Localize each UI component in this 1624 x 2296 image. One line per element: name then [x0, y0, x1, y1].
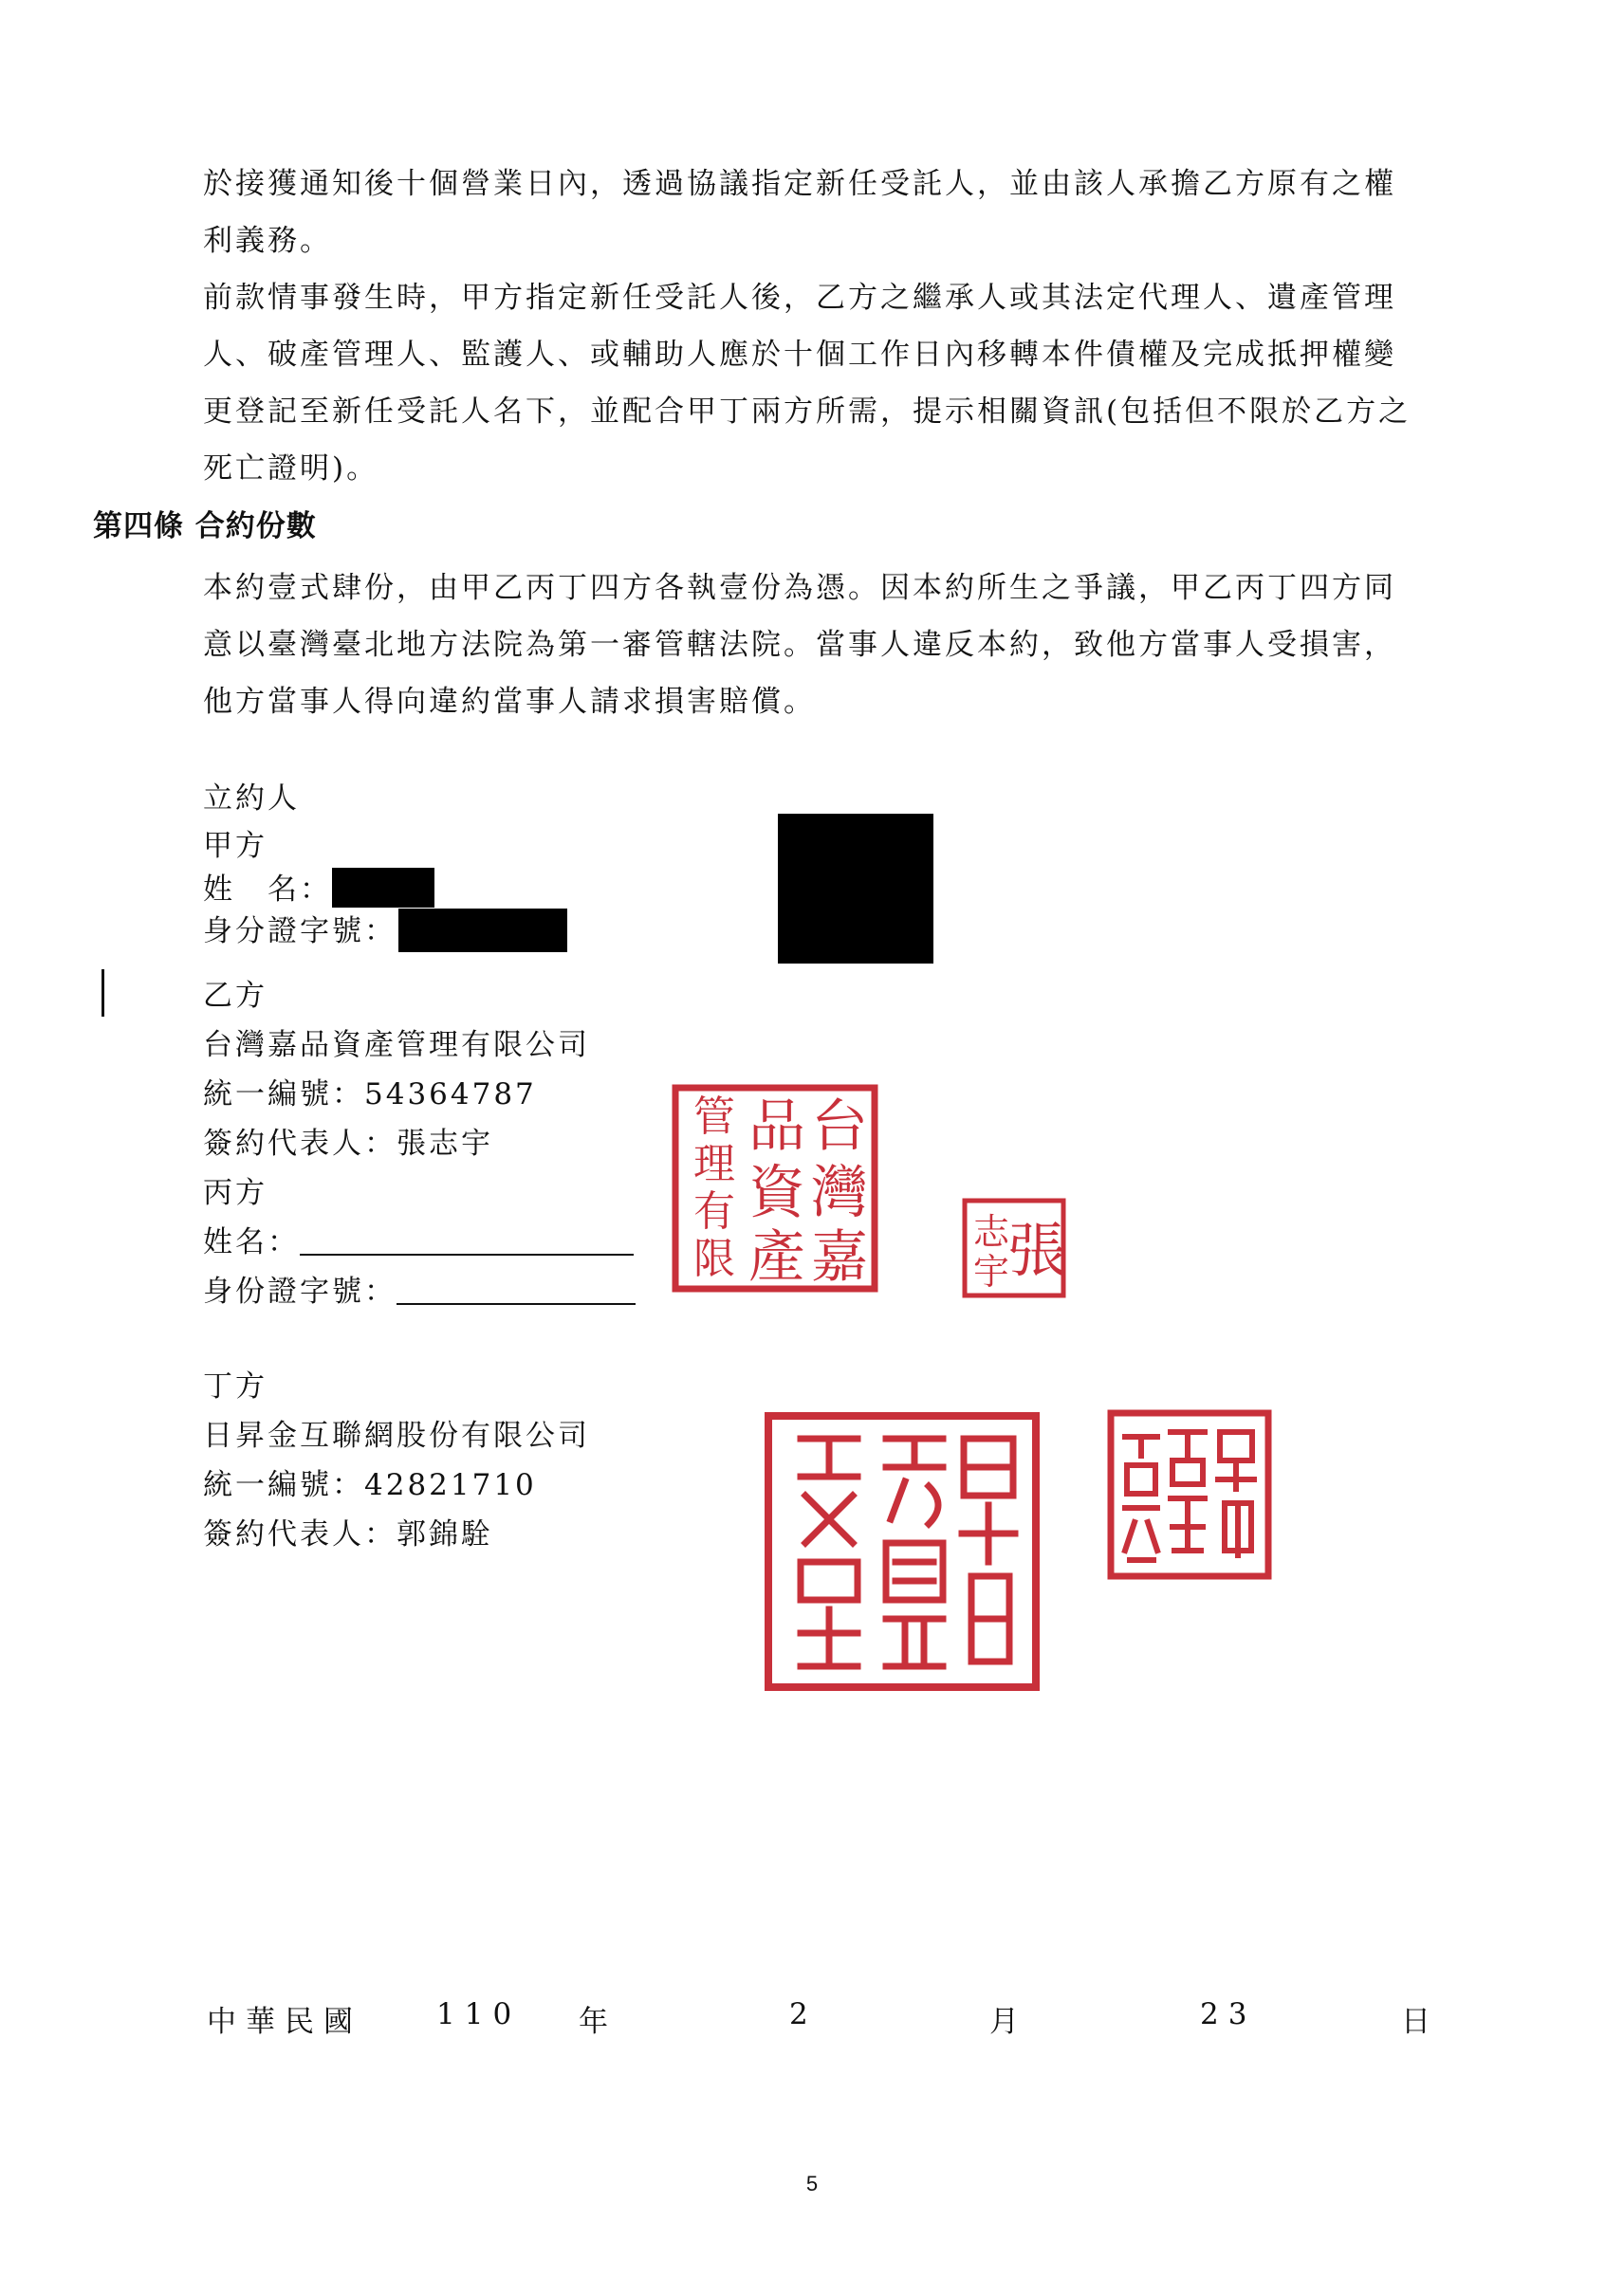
clause4-line-3: 他方當事人得向違約當事人請求損害賠償。	[203, 685, 816, 719]
party-c-name-blank	[300, 1225, 634, 1256]
svg-text:限: 限	[693, 1235, 735, 1283]
party-a-seal-redaction	[778, 814, 933, 964]
party-a-label: 甲方	[203, 829, 268, 863]
party-b-company-seal-icon	[671, 1083, 879, 1294]
party-a-name-label: 姓 名：	[203, 872, 332, 907]
clause3-line-5: 更登記至新任受託人名下，並配合甲丁兩方所需，提示相關資訊(包括但不限於乙方之	[203, 395, 1412, 429]
clause4-line-2: 意以臺灣臺北地方法院為第一審管轄法院。當事人違反本約，致他方當事人受損害，	[203, 628, 1396, 662]
party-b-tax-id: 統一編號：54364787	[203, 1077, 537, 1111]
date-day-unit: 日	[1401, 2005, 1440, 2039]
clause3-line-2: 利義務。	[203, 224, 332, 258]
svg-text:宇: 宇	[972, 1251, 1010, 1293]
clause3-line-1: 於接獲通知後十個營業日內，透過協議指定新任受託人，並由該人承擔乙方原有之權	[203, 167, 1396, 201]
svg-text:產: 產	[748, 1224, 805, 1291]
date-month-unit: 月	[989, 2005, 1028, 2039]
svg-text:資: 資	[748, 1160, 805, 1226]
svg-text:品: 品	[748, 1093, 805, 1160]
clause4-heading: 第四條 合約份數	[93, 509, 317, 543]
party-c-label: 丙方	[203, 1176, 268, 1210]
svg-text:嘉: 嘉	[811, 1224, 868, 1291]
party-c-name-line	[203, 1223, 634, 1261]
party-d-company: 日昇金互聯網股份有限公司	[203, 1419, 590, 1453]
svg-text:灣: 灣	[811, 1160, 868, 1226]
party-a-name-redaction	[332, 868, 434, 908]
svg-text:管: 管	[693, 1093, 735, 1141]
signatories-title: 立約人	[203, 781, 300, 816]
party-b-company: 台灣嘉品資產管理有限公司	[203, 1028, 590, 1062]
party-a-id-redaction	[398, 909, 567, 952]
svg-text:台: 台	[811, 1093, 868, 1160]
party-c-id-label: 身份證字號：	[203, 1275, 397, 1309]
date-day: 23	[1200, 1997, 1257, 2031]
page-number: 5	[805, 2172, 819, 2195]
svg-text:志: 志	[972, 1211, 1010, 1253]
date-era: 中華民國	[207, 2005, 362, 2039]
party-d-company-seal-icon	[763, 1410, 1042, 1693]
party-c-id-line	[203, 1273, 636, 1311]
clause3-line-6: 死亡證明)。	[203, 451, 379, 486]
party-b-label: 乙方	[203, 979, 268, 1013]
date-month: 2	[789, 1997, 818, 2031]
party-d-label: 丁方	[203, 1369, 268, 1404]
party-d-representative: 簽約代表人：郭錦駩	[203, 1517, 493, 1552]
party-d-tax-id: 統一編號：42821710	[203, 1468, 537, 1502]
clause3-line-3: 前款情事發生時，甲方指定新任受託人後，乙方之繼承人或其法定代理人、遺產管理	[203, 281, 1396, 315]
date-year-unit: 年	[579, 2005, 618, 2039]
party-c-name-label: 姓名：	[203, 1225, 300, 1259]
revision-bar	[102, 969, 104, 1017]
party-b-rep-seal-icon	[961, 1197, 1067, 1299]
party-b-representative: 簽約代表人：張志宇	[203, 1127, 493, 1161]
party-a-id-label: 身分證字號：	[203, 914, 397, 948]
party-d-rep-seal-icon	[1106, 1408, 1273, 1581]
date-year: 110	[436, 1997, 522, 2031]
svg-text:理: 理	[693, 1140, 735, 1188]
clause4-line-1: 本約壹式肆份，由甲乙丙丁四方各執壹份為憑。因本約所生之爭議，甲乙丙丁四方同	[203, 571, 1396, 605]
svg-text:有: 有	[693, 1187, 735, 1236]
svg-text:張: 張	[1006, 1216, 1067, 1285]
party-c-id-blank	[397, 1275, 636, 1305]
clause3-line-4: 人、破產管理人、監護人、或輔助人應於十個工作日內移轉本件債權及完成抵押權變	[203, 338, 1396, 372]
